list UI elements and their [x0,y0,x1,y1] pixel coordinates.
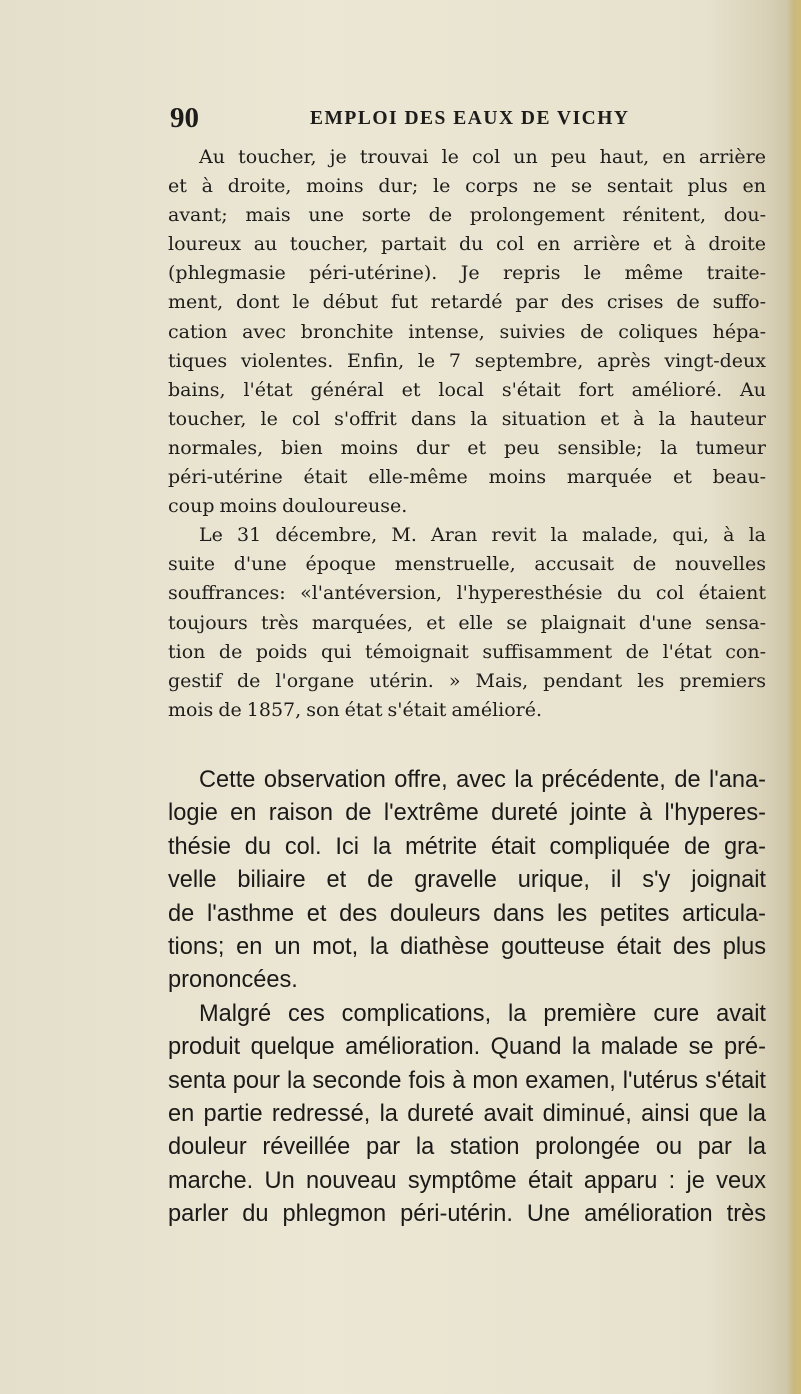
text-line: toujours très marquées, et elle se plaignait d'une sensa- [168,611,766,634]
text-line: velle biliaire et de gravelle urique, il s'y joignait [168,867,766,894]
text-line: suite d'une époque menstruelle, accusait de nouvelles [168,553,766,576]
text-line: Le 31 décembre, M. Aran revit la malade, qui, à la [199,524,766,547]
text-line: Cette observation offre, avec la précédente, de l'ana- [199,767,766,793]
running-head: EMPLOI DES EAUX DE VICHY [310,108,630,129]
page-edge-shadow [787,0,801,1394]
text-line: tion de poids qui témoignait suffisamment de l'état con- [168,640,766,663]
text-line: prononcées. [168,967,298,994]
text-line: Malgré ces complications, la première cure avait [199,1000,766,1027]
text-line: souffrances: «l'antéversion, l'hyperesthésie du col étaient [168,582,766,605]
text-line: logie en raison de l'extrême dureté jointe à l'hyperes- [168,800,766,827]
text-line: douleur réveillée par la station prolongée ou par la [168,1134,766,1161]
text-line: thésie du col. Ici la métrite était compliquée de gra- [168,833,766,860]
text-line: loureux au toucher, partait du col en arrière et à droite [168,233,766,256]
text-line: gestif de l'organe utérin. » Mais, pendant les premiers [168,669,766,692]
text-line: coup moins douloureuse. [168,495,408,518]
text-line: ment, dont le début fut retardé par des crises de suffo- [168,291,766,314]
text-line: tions; en un mot, la diathèse goutteuse était des plus [168,933,766,960]
text-line: (phlegmasie péri-utérine). Je repris le même traite- [168,262,766,285]
text-line: en partie redressé, la dureté avait diminué, ainsi que la [168,1100,766,1127]
text-line: normales, bien moins dur et peu sensible; la tumeur [168,436,766,459]
text-line: cation avec bronchite intense, suivies de coliques hépa- [168,320,766,343]
text-line: parler du phlegmon péri-utérin. Une amélioration très [168,1201,766,1228]
paragraph-block-large-type [168,764,766,1231]
paragraph-block-small-type [168,143,766,725]
text-line: bains, l'état général et local s'était fort amélioré. Au [168,378,766,401]
text-line: produit quelque amélioration. Quand la malade se pré- [168,1034,766,1061]
text-line: avant; mais une sorte de prolongement rénitent, dou- [168,204,766,227]
text-line: toucher, le col s'offrit dans la situation et à la hauteur [168,407,766,430]
text-line: marche. Un nouveau symptôme était apparu : je veux [168,1167,766,1194]
text-line: et à droite, moins dur; le corps ne se sentait plus en [168,175,766,198]
text-line: senta pour la seconde fois à mon examen, l'utérus s'était [168,1067,766,1094]
text-line: péri-utérine était elle-même moins marquée et beau- [168,466,766,489]
text-line: Au toucher, je trouvai le col un peu haut, en arrière [199,146,766,168]
page-header [170,100,730,140]
text-line: de l'asthme et des douleurs dans les petites articula- [168,900,766,927]
text-line: tiques violentes. Enfin, le 7 septembre, après vingt-deux [168,349,766,372]
text-line: mois de 1857, son état s'était amélioré. [168,698,543,721]
page-number: 90 [170,102,199,134]
